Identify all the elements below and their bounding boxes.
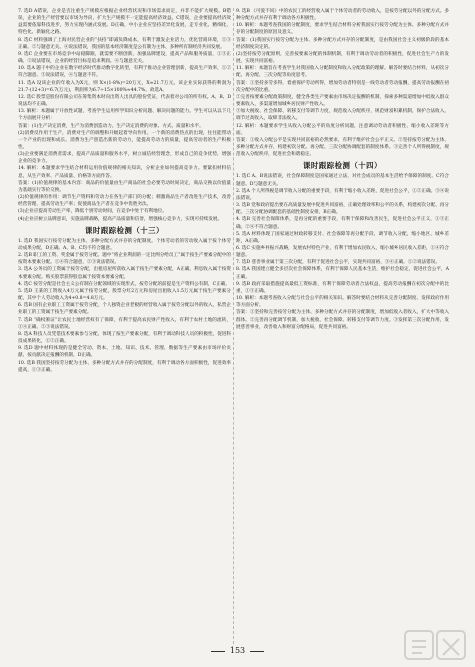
answer-paragraph: 9. 选D 题中材料体现的是健全劳动、资本、土地、知识、技术、管理、数据等生产要素由市场评价贡献、按贡献决定报酬的机制，D正确。 (18, 346, 231, 359)
answer-paragraph: 答案：(1)我国实行按劳分配为主体、多种分配方式并存的分配制度，是由我国社会主义初级阶段的基本经济制度决定的。 (236, 37, 449, 50)
answer-paragraph: 8. 选A 我国建立健全多层次社会保障体系，有利于保障人民基本生活，维护社会稳定，促进社会公平，A正确。 (236, 267, 449, 280)
answer-paragraph: 3. 选B 党和政府提出要在高质量发展中促进共同富裕，正确处理效率和公平的关系，构建初次分配、再分配、三次分配协调配套的基础性制度安排，B正确。 (236, 203, 449, 216)
answer-paragraph: 答案：(1)价值规律的基本内容：商品的价值量由生产商品的社会必要劳动时间决定，商品交换以价值量为基础实行等价交换。 (18, 180, 231, 193)
answer-paragraph: 11. 选A 设该企业的年收入为X元，则 X×(1-8%)=20万元，X≈21.7万元。该企业实际获得的利润为21.7-(12+3)=6.7(万元)，利润率为6.7÷15×100%≈44.7%。故选A。 (18, 80, 231, 93)
answer-paragraph: 6. 选B 国有企业职工工资属于按劳分配，个人独资企业老板的经营收入属于按劳分配以外的收入，私营企业职工的工资属于按生产要素分配。 (18, 303, 231, 316)
answer-paragraph: 11. 解析：本题旨在考查学生对我国收入分配制度和收入分配政策的理解。解答时要结合材料，从初次分配、再分配、三次分配等角度思考。 (236, 66, 449, 79)
answer-paragraph: 4. 选C 按劳分配是社会主义公有制在分配领域的实现形式，按劳分配的前提是生产资料公有制，C正确。 (18, 281, 230, 287)
folio-rule-right (250, 651, 264, 652)
answer-paragraph: 13. 解析：本题属于开放性试题，考查学生运用所学知识分析问题、解决问题的能力。学生可以从以下几个方面展开分析： (18, 109, 231, 122)
answer-paragraph: 7. 选B “确权颁证”让农民土地经营权有了保障，有利于提高农民财产性收入，有利于农村土地的流转，①④正确。②③说法错误。 (18, 317, 231, 330)
watermark-logo-icon (403, 627, 469, 663)
answer-paragraph: 9. 选B 《可爱不同》中的农民工的经营收入属于个体劳动者的劳动收入，是按劳分配以外的分配方式。多种分配方式并存有利于调动各方积极性。 (236, 9, 449, 22)
left-column (18, 8, 231, 648)
answer-paragraph: (3)企业要满足消费者需求，提高产品质量和服务水平，树立诚信经营理念，形成自己的竞争优势，增强企业的竞争力。 (18, 152, 231, 165)
section-title-14: 课时跟踪检测（十四） (303, 161, 382, 171)
answer-paragraph: 答案：①坚持多劳多得，着重保护劳动所得，增加劳动者特别是一线劳动者劳动报酬，提高劳动报酬在初次分配中的比重。 (236, 80, 449, 93)
answer-paragraph: (4)企业应树立品牌意识，实施品牌战略，提高产品质量和信誉，增强核心竞争力，实现可持续发展。 (18, 216, 223, 222)
answer-paragraph: 10. 解析：本题考查我国的分配制度，要求学生结合材料分析我国实行按劳分配为主体、多种分配方式并存的分配制度的原因及意义。 (236, 23, 449, 36)
page-number-text: 153 (229, 646, 246, 655)
folio-rule-left (211, 651, 225, 652)
answer-paragraph: ②完善按要素分配政策制度，健全各类生产要素由市场决定报酬的机制，探索多种渠道增加中低收入群众要素收入，多渠道增加城乡居民财产性收入。 (236, 94, 449, 108)
answer-paragraph: (2)价值规律的作用：调节生产资料和劳动力在各生产部门的分配；刺激商品生产者改进生产技术，改善经营管理，提高劳动生产率；促使商品生产者在竞争中优胜劣汰。 (18, 195, 231, 208)
right-paragraphs-before (236, 8, 449, 158)
answer-paragraph: 14. 解析：本题要求学生结合材料运用价值规律的相关知识，分析企业如何提高竞争力。要紧扣材料信息，从生产效率、产品质量、价格等方面作答。 (18, 166, 231, 179)
answer-paragraph: 2. 选A 个人所得税是调节收入分配的重要手段，有利于缩小收入差距，促进社会公平，①②正确。③④说法错误。 (236, 188, 449, 201)
right-paragraphs-after (236, 173, 449, 330)
answer-paragraph: 5. 选D 王某的工资收入4万元属于按劳分配，股票分红2万元和房屋出租收入1.5万元属于按生产要素分配，其中个人劳动收入为4+0.8=4.8万元。 (18, 288, 231, 302)
answer-paragraph: ③加大税收、社会保障、转移支付等调节力度，规范收入分配秩序，规范财富积累机制，保护合法收入，调节过高收入，取缔非法收入。 (236, 109, 449, 122)
answer-paragraph: 3. 选A 公务员的工资属于按劳分配，出租房屋所获收入属于按生产要素分配，A正确。利息收入属于按资本要素分配。购买股票获得股息属于按资本要素分配。 (18, 267, 231, 280)
answer-paragraph: 2. 选B 职工的工资、奖金属于按劳分配。题中“将企业利润的一定比例分给员工”属于按生产要素分配中的按资本要素分配。①④符合题意，②③说法错误。 (18, 253, 231, 266)
answer-paragraph: 5. 选A 材料体现了国家通过财政转移支付、社会保障等再分配手段，调节收入分配，缩小地区、城乡差距，A正确。 (236, 231, 449, 244)
answer-paragraph: 4. 选B 完善社会保障体系，是再分配的重要手段，有利于保障和改善民生，促进社会公平正义，①③正确。②④不符合题意。 (236, 217, 449, 230)
answer-paragraph: 答案：①坚持和完善按劳分配为主体、多种分配方式并存的分配制度，增加低收入者收入，扩大中等收入群体。②完善再分配调节机制，加大税收、社会保障、转移支付等调节力度。③发挥第三次分配作用，发展慈善事业，改善收入和财富分配格局，促进共同富裕。 (236, 310, 449, 330)
answer-paragraph: 6. 选C 实施乡村振兴战略，发展农村特色产业，有利于增加农民收入，缩小城乡居民收入差距，①④符合题意。 (236, 246, 449, 259)
answer-paragraph: 9. 选C 企业要在市场竞争中站稳脚跟，就需要不断创新，加强品牌建设，提高产品和服务质量，①③正确。②说法错误，企业的经营目标是追求利润。④与题意无关。 (18, 51, 231, 65)
answer-paragraph: 9. 选B 政府采取措施提高最低工资标准，有利于保障劳动者合法权益，提高劳动报酬在初次分配中的比重，①③正确。 (236, 281, 449, 294)
answer-paragraph: (3)企业应提高劳动生产率，降低个别劳动时间，在竞争中处于有利地位。 (18, 209, 167, 215)
left-paragraphs-after (18, 238, 231, 374)
section-title-13: 课时跟踪检测（十三） (85, 225, 164, 235)
answer-paragraph: 10. 解析：本题考查收入分配与社会公平的相关知识。解答时要结合材料从完善分配制度、发挥政府作用等方面分析。 (236, 296, 449, 309)
answer-paragraph: (2)消费反作用于生产，消费对生产的调整和升级起着导向作用。一个新的消费热点的出现，往往能带动一个产业的出现和成长。消费为生产创造出新的劳动力，能提高劳动力的质量，提高劳动者的生产积极性。 (18, 130, 231, 150)
left-paragraphs-before (18, 8, 231, 223)
answer-paragraph: 10. 选A 题干中的企业在数字经济时代推动数字化转型，有利于推动企业管理创新，提高生产效率，①②符合题意。③说法错误，④与题意不符。 (18, 66, 231, 79)
right-column (236, 8, 449, 648)
answer-paragraph: 12. 解析：本题要求学生从收入分配公平的角度分析问题，注意调动劳动者积极性、缩小收入差距等方面。 (236, 123, 449, 136)
answer-paragraph: 答案：①收入分配公平是实现共同富裕的必然要求，有利于维护社会公平正义。②坚持按劳分配为主体、多种分配方式并存，构建初次分配、再分配、三次分配协调配套的制度体系。③完善个人所得税制度，规范收入分配秩序，促进社会和谐稳定。 (236, 137, 449, 158)
answer-paragraph: 7. 选D 慈善事业属于第三次分配，有利于促进社会公平，实现共同富裕，③④正确。①②说法错误。 (236, 260, 440, 266)
answer-paragraph: (2)坚持按劳分配原则，完善按要素分配的体制机制，有利于调动劳动者的积极性，促进社会生产力的发展，实现共同富裕。 (236, 51, 449, 65)
answer-paragraph: 8. 选A 科技人员凭借技术要素参与分配，体现了按生产要素分配，有利于调动科技人员的积极性，促进科技成果转化，①②正确。 (18, 331, 231, 345)
answer-paragraph: 答案：(1)生产决定消费，生产为消费创造动力。生产决定消费的对象、方式、质量和水平。 (18, 123, 204, 129)
answer-paragraph: 7. 选D A错误，企业是否注重生产规模应根据企业经营状况和市场需求而定，并非不能扩大规模。B错误，企业的生产经营要以市场为导向，扩大生产规模不一定能提高经济效益。C错误，企业要提高经济效益需要依靠科技进步，努力实现内涵式发展。D正确，中小企业应坚持差异化发展，走专业化、精细化、特色化、新颖化之路。 (18, 9, 231, 36)
answer-paragraph: 8. 选C 材料强调了上海对民营企业的“扶持”即减负降成本，有利于激发企业活力，优化营商环境，①③正确。②与题意无关。④说法错误，我国的基本经济制度是公有制为主体、多种所有制经济共同发展。 (18, 37, 231, 50)
answer-paragraph: 10. 选B 我国坚持按劳分配为主体、多种分配方式并存的分配制度，有利于调动各方面积极性，促进效率提高，①③正确。 (18, 360, 231, 373)
column-divider (233, 8, 234, 644)
answer-paragraph: 12. 选C 股票是股份有限公司在筹集资本时向出资人出具的股份凭证，代表着对公司的所有权。A、B、D说法均不正确。 (18, 94, 231, 108)
answer-paragraph: 1. 选C A、B说法错误，社会保障制度是国家通过立法，对社会成员的基本生活给予保障的制度。C符合题意。D与题意无关。 (236, 174, 449, 187)
answer-paragraph: 1. 选D 我国实行按劳分配为主体、多种分配方式并存的分配制度。个体劳动者的劳动收入属于按个体劳动成果分配，D正确。A、B、C均不符合题意。 (18, 238, 231, 251)
